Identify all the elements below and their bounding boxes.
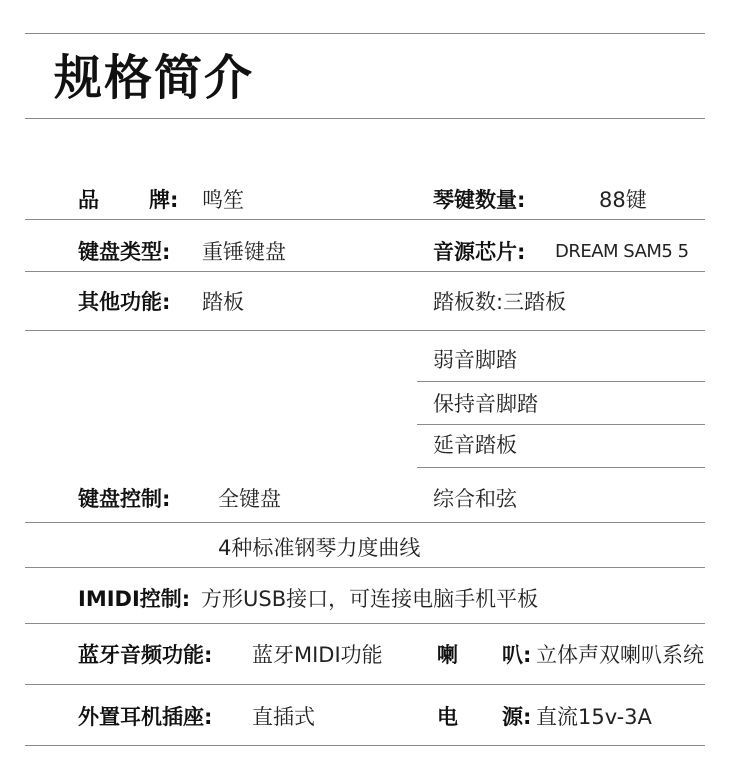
pedal-divider [417, 467, 705, 468]
other-functions-value: 踏板 [202, 290, 244, 314]
pedal-item: 弱音脚踏 [433, 348, 517, 372]
header-bottom-divider [25, 118, 705, 119]
midi-control-value: 方形USB接口，可连接电脑手机平板 [201, 587, 539, 611]
keys-count-value: 88键 [599, 188, 647, 212]
row-divider [25, 522, 705, 523]
pedal-item: 延音踏板 [433, 433, 517, 457]
keyboard-control-value: 全键盘 [218, 487, 281, 511]
sound-chip-value: DREAM SAM5 5 [555, 241, 689, 262]
brand-value: 鸣笙 [202, 188, 244, 212]
bluetooth-label: 蓝牙音频功能: [78, 643, 213, 667]
header-top-divider [25, 33, 705, 34]
row-divider [25, 219, 705, 220]
pedal-divider [417, 381, 705, 382]
power-value: 直流15v-3A [536, 705, 652, 729]
bluetooth-value: 蓝牙MIDI功能 [252, 643, 383, 667]
row-divider [25, 745, 705, 746]
page-title: 规格简介 [54, 50, 255, 106]
keyboard-control-label: 键盘控制: [78, 487, 171, 511]
brand-label-second: 牌: [149, 188, 179, 212]
row-divider [25, 567, 705, 568]
row-divider [25, 623, 705, 624]
pedal-divider [417, 424, 705, 425]
other-functions-label: 其他功能: [78, 290, 171, 314]
row-divider [25, 271, 705, 272]
power-label-second: 源: [502, 705, 532, 729]
pedal-count-value: 踏板数:三踏板 [433, 290, 567, 314]
keyboard-type-label: 键盘类型: [78, 240, 171, 264]
speaker-label-second: 叭: [502, 643, 532, 667]
speaker-label-first: 喇 [437, 643, 458, 667]
brand-label-first: 品 [78, 188, 99, 212]
headphone-value: 直插式 [252, 705, 315, 729]
row-divider [25, 330, 705, 331]
keys-count-label: 琴键数量: [433, 188, 526, 212]
midi-control-label: IMIDI控制: [78, 587, 191, 611]
keyboard-type-value: 重锤键盘 [202, 240, 286, 264]
keyboard-control-chord-value: 综合和弦 [433, 487, 517, 511]
velocity-curves-value: 4种标准钢琴力度曲线 [218, 536, 421, 560]
row-divider [25, 684, 705, 685]
pedal-item: 保持音脚踏 [433, 392, 538, 416]
power-label-first: 电 [437, 705, 458, 729]
speaker-value: 立体声双喇叭系统 [536, 643, 704, 667]
sound-chip-label: 音源芯片: [433, 240, 526, 264]
headphone-label: 外置耳机插座: [78, 705, 213, 729]
